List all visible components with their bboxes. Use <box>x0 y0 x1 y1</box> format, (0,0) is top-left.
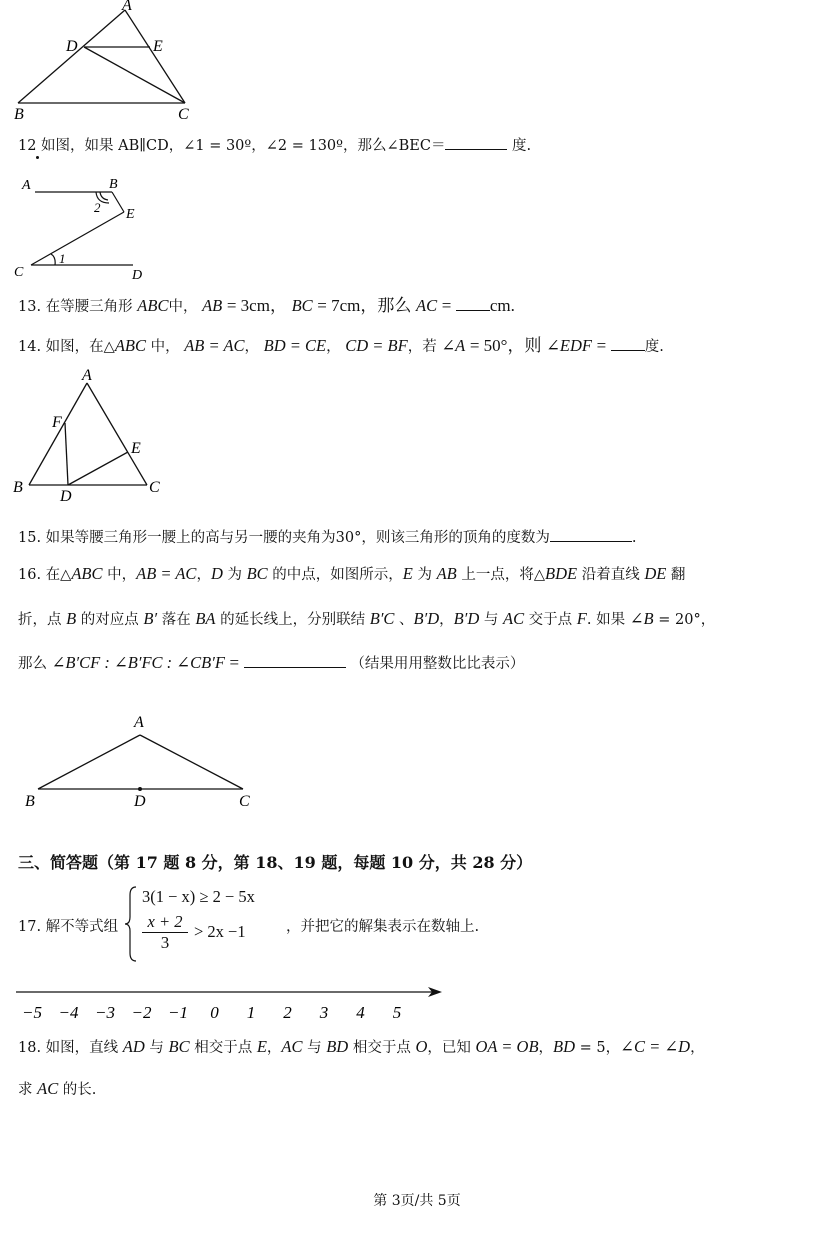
q13-var: AC <box>415 296 438 315</box>
label-A: A <box>134 714 144 731</box>
label-E: E <box>153 38 163 55</box>
question-13 <box>18 291 515 316</box>
label-angle-1: 1 <box>59 251 66 266</box>
q17-inequality-1: 3(1 − x) ≥ 2 − 5x <box>142 887 255 906</box>
question-15 <box>18 526 636 547</box>
math-var: D <box>210 564 223 583</box>
math-var: B <box>66 609 77 628</box>
label-B: B <box>25 793 35 810</box>
number-line <box>14 978 454 1028</box>
text-run: 上一点，将△ <box>456 567 546 583</box>
label-C: C <box>149 479 160 496</box>
label-D: D <box>66 38 78 55</box>
text-run: 18. 如图，直线 <box>18 1040 123 1056</box>
text-run: 的延长线上，分别联结 <box>215 612 370 628</box>
math-var: BA <box>195 609 216 628</box>
page-footer: 第 3页/共 5页 <box>373 1193 461 1209</box>
q17-denominator: 3 <box>160 933 170 952</box>
q14-var: BD = CE <box>263 336 327 355</box>
math-var: AC <box>37 1079 59 1098</box>
q14-var: CD = BF <box>345 336 408 355</box>
text-run: 沿着直线 <box>577 567 645 583</box>
label-C: C <box>239 793 250 810</box>
q15-end: . <box>631 530 637 546</box>
q15-answer-blank[interactable] <box>550 527 632 542</box>
text-run: 与 <box>302 1040 327 1056</box>
figure-12-parallel-lines <box>10 172 160 284</box>
tick-label: 5 <box>392 1003 402 1022</box>
math-var: BD <box>326 1037 349 1056</box>
text-run: ， <box>538 1040 554 1056</box>
q17-suffix: ，并把它的解集表示在数轴上. <box>286 919 480 935</box>
q13-text: = 3cm， <box>226 296 287 315</box>
text-run: 相交于点 <box>348 1040 416 1056</box>
question-14 <box>18 331 664 356</box>
q12-text: 12 如图，如果 AB∥CD，∠1 = 30º，∠2 = 130º，那么∠BEC＝ <box>18 138 446 154</box>
math-var: BD <box>553 1037 576 1056</box>
text-run: 与 <box>479 612 503 628</box>
math-var: AB = AC <box>136 564 197 583</box>
q16-note: （结果用用整数比比表示） <box>350 656 525 672</box>
tick-label: 3 <box>319 1003 329 1022</box>
text-run: ， <box>196 567 211 583</box>
text-run: 的对应点 <box>76 612 144 628</box>
section-heading-3: 三、简答题（第 17 题 8 分，第 18、19 题，每题 10 分，共 28 分） <box>18 853 533 872</box>
math-var: OA = OB <box>475 1037 539 1056</box>
label-E: E <box>126 207 135 222</box>
label-B: B <box>14 106 24 122</box>
q17-prefix: 17. 解不等式组 <box>18 919 119 935</box>
q13-text: 中， <box>168 299 198 315</box>
math-var: BDE <box>545 564 578 583</box>
label-C: C <box>178 106 189 122</box>
q14-text: = <box>596 336 607 355</box>
math-var: BC <box>246 564 268 583</box>
math-var: BC <box>168 1037 190 1056</box>
question-16-line-2 <box>18 608 715 629</box>
q16-var: ∠B′CF : ∠B′FC : ∠CB′F <box>51 653 225 672</box>
q13-unit: cm. <box>489 296 515 315</box>
question-12 <box>18 134 531 155</box>
label-D: D <box>60 488 72 505</box>
math-var: ABC <box>71 564 103 583</box>
tick-label: 0 <box>210 1003 219 1022</box>
q14-text: 度. <box>644 339 664 355</box>
label-A: A <box>82 367 92 384</box>
figure-14-triangle <box>10 365 170 505</box>
text-run: 交于点 <box>524 612 577 628</box>
dot-marker <box>36 156 39 159</box>
math-var: ∠C = ∠D <box>620 1037 691 1056</box>
q14-var: ∠EDF <box>546 336 592 355</box>
math-var: E <box>402 564 413 583</box>
text-run: ， <box>266 1040 282 1056</box>
q13-text: 在等腰三角形 <box>45 299 133 315</box>
question-17 <box>18 885 578 965</box>
math-var: AB <box>436 564 457 583</box>
q13-text: = 7cm，那么 <box>317 296 412 315</box>
math-var: B′D <box>453 609 480 628</box>
q16-text: 那么 <box>18 656 52 672</box>
q16-answer-blank[interactable] <box>244 653 346 668</box>
text-run: = 5， <box>575 1040 621 1056</box>
q14-text: 中， <box>150 339 180 355</box>
text-run: = 20°， <box>653 612 716 628</box>
text-run: 为 <box>222 567 247 583</box>
system-brace-icon <box>124 885 138 963</box>
question-16-line-1 <box>18 563 685 584</box>
text-run: 折，点 <box>18 612 67 628</box>
q13-answer-blank[interactable] <box>456 296 490 311</box>
number-line-ticks <box>22 1003 401 1022</box>
label-A: A <box>22 178 31 193</box>
label-B: B <box>109 177 118 192</box>
math-var: AD <box>122 1037 145 1056</box>
q13-var: BC <box>291 296 313 315</box>
tick-label: 1 <box>246 1003 256 1022</box>
math-var: ∠B <box>629 609 654 628</box>
tick-label: −4 <box>58 1003 79 1022</box>
text-run: 落在 <box>157 612 196 628</box>
label-A: A <box>122 0 132 14</box>
tick-label: −2 <box>131 1003 152 1022</box>
math-var: AC <box>281 1037 303 1056</box>
label-F: F <box>52 414 62 431</box>
text-run: ， <box>439 612 454 628</box>
math-var: AC <box>502 609 525 628</box>
q13-var: ABC <box>137 296 169 315</box>
q12-answer-blank[interactable] <box>445 135 507 150</box>
math-var: F <box>576 609 587 628</box>
text-run: 中， <box>102 567 137 583</box>
text-run: 、 <box>394 612 414 628</box>
label-E: E <box>131 440 141 457</box>
question-18-line-1 <box>18 1036 705 1057</box>
q17-numerator: x + 2 <box>147 912 183 931</box>
text-run: 求 <box>18 1082 38 1098</box>
math-var: DE <box>644 564 667 583</box>
q13-var: AB <box>202 296 223 315</box>
q14-answer-blank[interactable] <box>611 336 645 351</box>
math-var: O <box>415 1037 428 1056</box>
question-18-line-2 <box>18 1078 96 1099</box>
q13-number: 13. <box>18 299 42 315</box>
math-var: E <box>256 1037 267 1056</box>
q14-var: AB = AC <box>184 336 245 355</box>
q14-text: 如图，在△ <box>45 339 115 355</box>
q16-text: = <box>229 653 240 672</box>
triangle-figure-top <box>10 0 210 122</box>
text-run: 翻 <box>666 567 686 583</box>
text-run: . 如果 <box>586 612 630 628</box>
text-run: 与 <box>144 1040 169 1056</box>
text-run: ， <box>690 1040 705 1056</box>
label-C: C <box>14 265 24 280</box>
q14-text: ，若 <box>407 339 437 355</box>
label-B: B <box>13 479 23 496</box>
figure-16-triangle <box>18 708 268 812</box>
q12-suffix: 度. <box>507 138 532 154</box>
text-run: 的长. <box>58 1082 97 1098</box>
q14-text: ， <box>244 339 260 355</box>
label-D: D <box>132 268 143 283</box>
question-16-line-3 <box>18 652 524 673</box>
tick-label: 4 <box>356 1003 365 1022</box>
math-var: B′C <box>369 609 395 628</box>
q17-inequality-2-rhs: > 2x −1 <box>194 922 246 941</box>
label-D: D <box>134 793 146 810</box>
q17-fraction <box>142 913 188 952</box>
q15-text: 15. 如果等腰三角形一腰上的高与另一腰的夹角为30°，则该三角形的顶角的度数为 <box>18 530 550 546</box>
q14-text: = 50°，则 <box>469 336 542 355</box>
text-run: ，已知 <box>427 1040 476 1056</box>
q14-text: ， <box>326 339 341 355</box>
tick-label: −3 <box>95 1003 115 1022</box>
tick-label: −5 <box>22 1003 42 1022</box>
text-run: 相交于点 <box>189 1040 257 1056</box>
text-run: 16. 在△ <box>18 567 72 583</box>
q14-number: 14. <box>18 339 42 355</box>
q14-var: ∠A <box>441 336 466 355</box>
math-var: B′ <box>143 609 158 628</box>
text-run: 的中点，如图所示， <box>267 567 403 583</box>
q14-var: ABC <box>114 336 146 355</box>
tick-label: 2 <box>283 1003 292 1022</box>
text-run: 为 <box>412 567 437 583</box>
tick-label: −1 <box>168 1003 188 1022</box>
q13-text: = <box>441 296 452 315</box>
label-angle-2: 2 <box>94 200 101 215</box>
math-var: B′D <box>413 609 440 628</box>
